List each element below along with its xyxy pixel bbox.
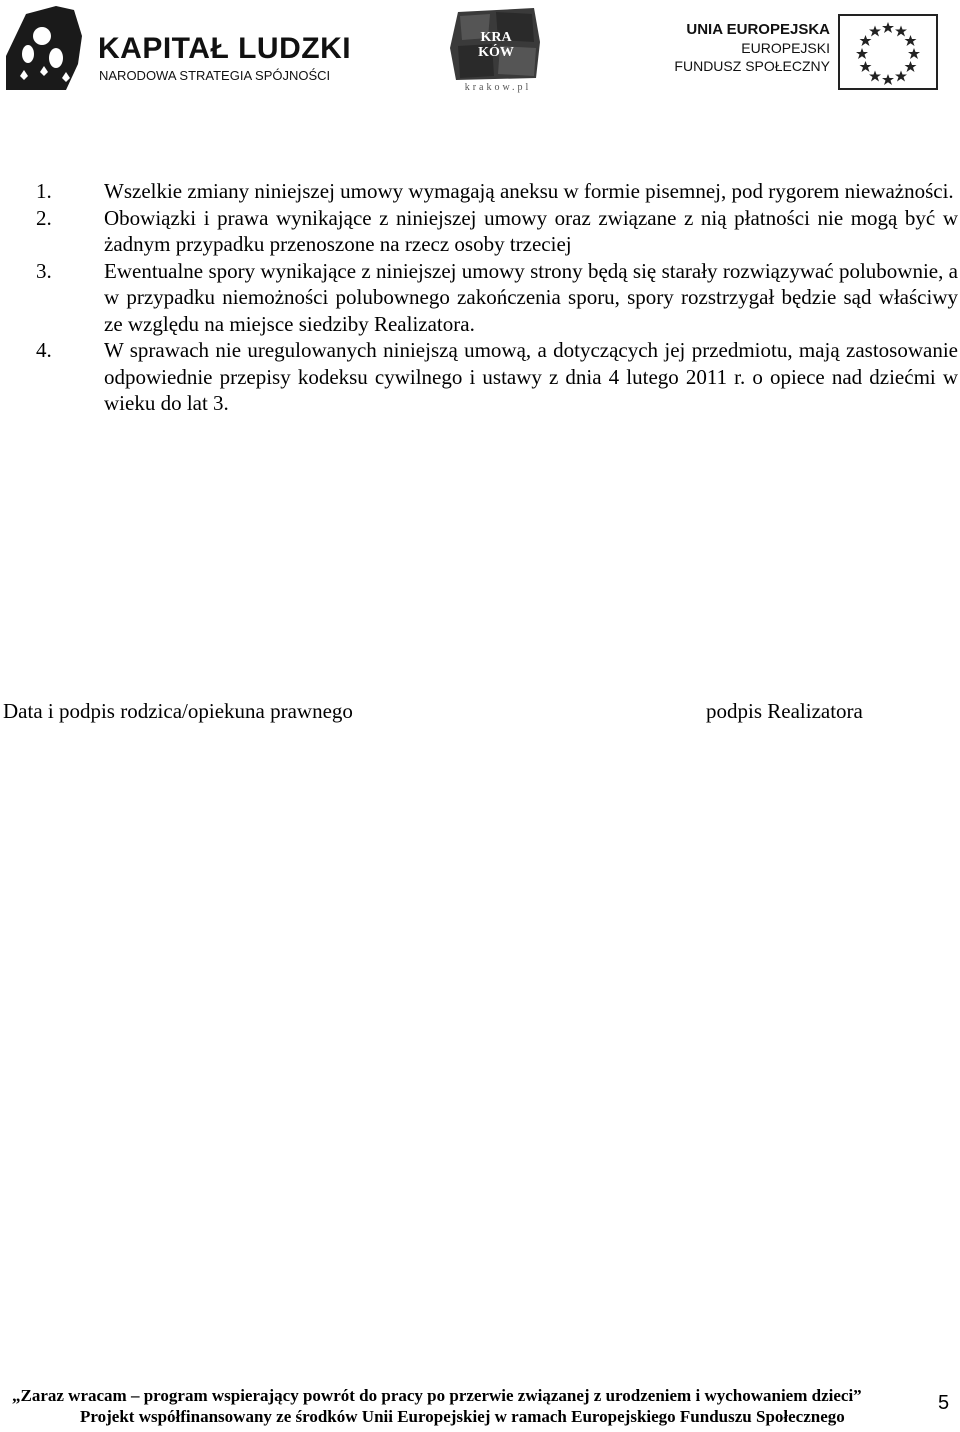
krakow-wordmark: [464, 30, 528, 60]
eu-fund-line2: FUNDUSZ SPOŁECZNY: [674, 58, 830, 74]
clause-text: Obowiązki i prawa wynikające z niniejszej umowy oraz związane z nią płatności nie mogą być w żadnym przypadku przenoszone na rzecz osoby trzeciej: [104, 205, 958, 256]
clause-number: 1.: [36, 179, 52, 203]
clause-number: 3.: [36, 258, 52, 283]
funding-note: Projekt współfinansowany ze środków Unii Europejskiej w ramach Europejskiego Funduszu Społecznego: [80, 1407, 845, 1426]
eu-fund-line1: EUROPEJSKI: [741, 40, 830, 56]
parent-signature-label: Data i podpis rodzica/opiekuna prawnego: [3, 699, 353, 723]
kapital-ludzki-mark-icon: [6, 6, 86, 90]
krakow-word-bottom: KÓW: [478, 45, 514, 60]
krakow-word-top: KRA: [480, 30, 512, 45]
clause-number: 4.: [36, 338, 52, 362]
clause-text: Wszelkie zmiany niniejszej umowy wymagają aneksu w formie pisemnej, pod rygorem nieważności.: [104, 179, 954, 203]
clause-number: 2.: [36, 205, 52, 230]
clause-text: W sprawach nie uregulowanych niniejszą umową, a dotyczących jej przedmiotu, mają zastosowanie odpowiednie przepisy kodeksu cywilnego i ustawy z dnia 4 lutego 2011 r. o opiece nad dziećmi w wieku do lat 3.: [104, 338, 958, 415]
clause-item: [36, 178, 958, 205]
eu-title: UNIA EUROPEJSKA: [686, 21, 830, 38]
krakow-logo: [450, 8, 542, 94]
kapital-ludzki-subtitle: NARODOWA STRATEGIA SPÓJNOŚCI: [99, 68, 331, 83]
clause-text: Ewentualne spory wynikające z niniejszej umowy strony będą się starały rozwiązywać polubownie, a w przypadku niemożności polubownego zakończenia sporu, spory rozstrzygał będzie sąd właściwy ze względu na miejsce siedziby Realizatora.: [104, 258, 958, 336]
kapital-ludzki-logo: [6, 6, 366, 90]
kapital-ludzki-title: KAPITAŁ LUDZKI: [98, 32, 352, 65]
program-name: „Zaraz wracam – program wspierający powrót do pracy po przerwie związanej z urodzeniem i wychowaniem dzieci”: [12, 1386, 862, 1405]
eu-text-block: [660, 20, 830, 84]
clause-item: [36, 205, 958, 258]
page-header: [0, 0, 960, 100]
clause-item: [36, 337, 958, 417]
contract-clauses: [36, 178, 958, 417]
page-number: 5: [938, 1392, 950, 1414]
eu-flag-icon: [838, 14, 938, 90]
page-footer: [0, 1386, 960, 1430]
krakow-url: krakow.pl: [464, 82, 532, 93]
realizator-signature-label: podpis Realizatora: [706, 699, 863, 723]
clause-item: [36, 258, 958, 338]
